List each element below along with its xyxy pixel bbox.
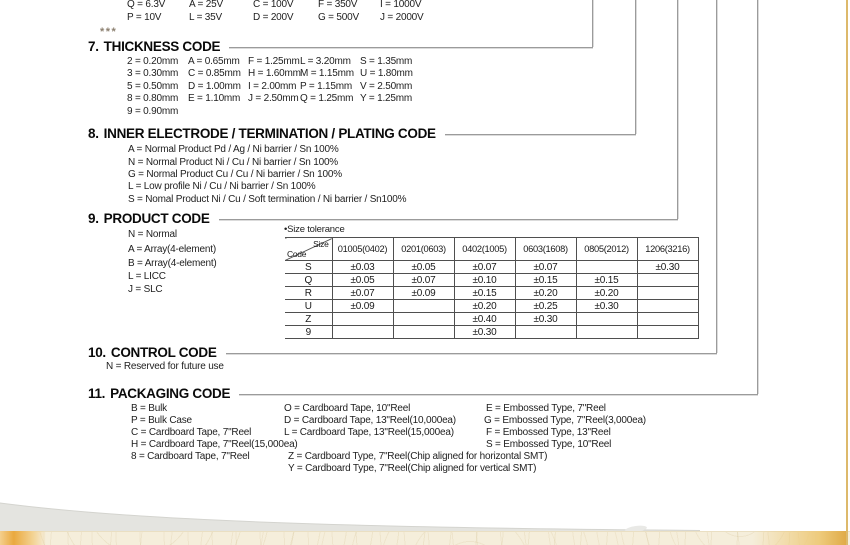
column-header: 0402(1005) bbox=[454, 238, 515, 261]
size-code-cell: R bbox=[285, 287, 332, 300]
thickness-code-cell: 9 = 0.90mm bbox=[127, 106, 179, 117]
electrode-item: N = Normal Product Ni / Cu / Ni barrier / Sn 100% bbox=[128, 157, 338, 168]
packaging-item: E = Embossed Type, 7"Reel bbox=[486, 403, 606, 414]
product-item: J = SLC bbox=[128, 284, 163, 295]
size-code-corner-cell bbox=[285, 238, 332, 261]
packaging-item: D = Cardboard Tape, 13"Reel(10,000ea) bbox=[284, 415, 456, 426]
thickness-code-cell: Q = 1.25mm bbox=[300, 93, 354, 104]
packaging-item: C = Cardboard Tape, 7"Reel bbox=[131, 427, 252, 438]
footer-band bbox=[0, 531, 850, 545]
thickness-code-cell: P = 1.15mm bbox=[300, 81, 353, 92]
footnote-stars: *** bbox=[100, 26, 118, 38]
section-rule bbox=[229, 47, 593, 48]
tolerance-cell bbox=[576, 261, 637, 274]
tolerance-cell bbox=[332, 313, 393, 326]
tolerance-cell: ±0.30 bbox=[637, 261, 698, 274]
section-number: 7. bbox=[88, 39, 99, 54]
product-item: A = Array(4-element) bbox=[128, 244, 216, 255]
packaging-item: B = Bulk bbox=[131, 403, 167, 414]
section-title: THICKNESS CODE bbox=[103, 39, 221, 54]
voltage-code-cell: G = 500V bbox=[318, 12, 359, 23]
electrode-item: G = Normal Product Cu / Cu / Ni barrier / Sn 100% bbox=[128, 169, 342, 180]
voltage-code-cell: L = 35V bbox=[189, 12, 222, 23]
size-code-cell: S bbox=[285, 261, 332, 274]
section-header-product bbox=[88, 210, 678, 227]
electrode-item: L = Low profile Ni / Cu / Ni barrier / Sn 100% bbox=[128, 181, 316, 192]
thickness-code-cell: F = 1.25mm bbox=[248, 56, 300, 67]
corner-label-code: Code bbox=[287, 249, 307, 259]
voltage-row bbox=[0, 0, 850, 11]
table-row bbox=[285, 261, 698, 274]
size-code-cell: U bbox=[285, 300, 332, 313]
thickness-code-cell: Y = 1.25mm bbox=[360, 93, 413, 104]
packaging-item: O = Cardboard Tape, 10"Reel bbox=[284, 403, 411, 414]
thickness-code-cell: L = 3.20mm bbox=[300, 56, 351, 67]
tolerance-cell: ±0.07 bbox=[393, 274, 454, 287]
tolerance-cell bbox=[637, 274, 698, 287]
tolerance-cell: ±0.10 bbox=[454, 274, 515, 287]
tolerance-cell: ±0.15 bbox=[515, 274, 576, 287]
packaging-item: G = Embossed Type, 7"Reel(3,000ea) bbox=[484, 415, 646, 426]
thickness-row bbox=[0, 56, 850, 68]
tolerance-cell: ±0.07 bbox=[515, 261, 576, 274]
voltage-code-cell: Q = 6.3V bbox=[127, 0, 166, 10]
tolerance-cell: ±0.15 bbox=[576, 274, 637, 287]
electrode-item: A = Normal Product Pd / Ag / Ni barrier / Sn 100% bbox=[128, 144, 339, 155]
thickness-code-cell: M = 1.15mm bbox=[300, 68, 354, 79]
tolerance-cell bbox=[637, 287, 698, 300]
thickness-code-cell: H = 1.60mm bbox=[248, 68, 301, 79]
electrode-item: S = Nomal Product Ni / Cu / Soft termination / Ni barrier / Sn100% bbox=[128, 194, 407, 205]
thickness-code-cell: U = 1.80mm bbox=[360, 68, 413, 79]
thickness-code-cell: E = 1.10mm bbox=[188, 93, 241, 104]
voltage-code-cell: A = 25V bbox=[189, 0, 223, 10]
section-rule bbox=[239, 394, 758, 395]
tolerance-cell: ±0.30 bbox=[454, 326, 515, 339]
tolerance-cell: ±0.03 bbox=[332, 261, 393, 274]
column-header: 1206(3216) bbox=[637, 238, 698, 261]
column-header: 0603(1608) bbox=[515, 238, 576, 261]
tolerance-cell: ±0.20 bbox=[454, 300, 515, 313]
size-tolerance-table bbox=[285, 237, 699, 339]
section-title: PRODUCT CODE bbox=[103, 211, 210, 226]
tolerance-cell bbox=[576, 313, 637, 326]
section-number: 9. bbox=[88, 211, 99, 226]
section-header-packaging bbox=[88, 385, 758, 402]
thickness-code-cell: V = 2.50mm bbox=[360, 81, 413, 92]
section-rule bbox=[219, 219, 678, 220]
packaging-item: Z = Cardboard Type, 7"Reel(Chip aligned for horizontal SMT) bbox=[288, 451, 548, 462]
tolerance-cell bbox=[393, 326, 454, 339]
size-tolerance-label: •Size tolerance bbox=[284, 224, 345, 235]
packaging-item: P = Bulk Case bbox=[131, 415, 192, 426]
voltage-code-cell: C = 100V bbox=[253, 0, 294, 10]
tolerance-cell: ±0.07 bbox=[454, 261, 515, 274]
section-title: PACKAGING CODE bbox=[110, 386, 231, 401]
packaging-item: Y = Cardboard Type, 7"Reel(Chip aligned for vertical SMT) bbox=[288, 463, 537, 474]
tolerance-cell: ±0.07 bbox=[332, 287, 393, 300]
voltage-code-cell: I = 1000V bbox=[380, 0, 422, 10]
tolerance-cell: ±0.30 bbox=[576, 300, 637, 313]
tolerance-cell: ±0.20 bbox=[515, 287, 576, 300]
column-header: 0805(2012) bbox=[576, 238, 637, 261]
section-header-electrode bbox=[88, 125, 636, 142]
thickness-row bbox=[0, 93, 850, 105]
thickness-row bbox=[0, 81, 850, 93]
section-header-control bbox=[88, 344, 717, 361]
tolerance-cell: ±0.20 bbox=[576, 287, 637, 300]
thickness-code-cell: 3 = 0.30mm bbox=[127, 68, 179, 79]
tolerance-cell bbox=[637, 300, 698, 313]
tolerance-cell bbox=[576, 326, 637, 339]
section-title: INNER ELECTRODE / TERMINATION / PLATING CODE bbox=[103, 126, 436, 141]
thickness-row bbox=[0, 106, 850, 118]
packaging-item: H = Cardboard Tape, 7"Reel(15,000ea) bbox=[131, 439, 298, 450]
thickness-code-cell: C = 0.85mm bbox=[188, 68, 241, 79]
product-item: N = Normal bbox=[128, 229, 177, 240]
voltage-code-cell: P = 10V bbox=[127, 12, 162, 23]
tolerance-cell bbox=[332, 326, 393, 339]
tolerance-cell: ±0.05 bbox=[393, 261, 454, 274]
thickness-code-cell: 2 = 0.20mm bbox=[127, 56, 179, 67]
column-header: 0201(0603) bbox=[393, 238, 454, 261]
tolerance-cell bbox=[515, 326, 576, 339]
tolerance-cell: ±0.05 bbox=[332, 274, 393, 287]
product-item: B = Array(4-element) bbox=[128, 258, 217, 269]
voltage-code-cell: F = 350V bbox=[318, 0, 358, 10]
tolerance-cell bbox=[393, 300, 454, 313]
tolerance-cell: ±0.25 bbox=[515, 300, 576, 313]
thickness-code-cell: I = 2.00mm bbox=[248, 81, 297, 92]
tolerance-cell: ±0.40 bbox=[454, 313, 515, 326]
footer-swoosh bbox=[0, 494, 700, 532]
table-row bbox=[285, 274, 698, 287]
page-edge-line bbox=[846, 0, 848, 545]
thickness-code-cell: S = 1.35mm bbox=[360, 56, 413, 67]
size-code-cell: 9 bbox=[285, 326, 332, 339]
thickness-code-cell: A = 0.65mm bbox=[188, 56, 240, 67]
bracket-vline-control bbox=[716, 0, 717, 353]
size-code-cell: Q bbox=[285, 274, 332, 287]
packaging-item: 8 = Cardboard Tape, 7"Reel bbox=[131, 451, 250, 462]
table-row bbox=[285, 287, 698, 300]
section-number: 8. bbox=[88, 126, 99, 141]
thickness-row bbox=[0, 68, 850, 80]
packaging-item: S = Embossed Type, 10"Reel bbox=[486, 439, 612, 450]
thickness-code-cell: 5 = 0.50mm bbox=[127, 81, 179, 92]
tolerance-cell: ±0.09 bbox=[332, 300, 393, 313]
table-row bbox=[285, 300, 698, 313]
section-number: 11. bbox=[88, 386, 106, 401]
product-item: L = LICC bbox=[128, 271, 166, 282]
section-number: 10. bbox=[88, 345, 106, 360]
table-header-row bbox=[285, 238, 698, 261]
tolerance-cell: ±0.30 bbox=[515, 313, 576, 326]
packaging-item: F = Embossed Type, 13"Reel bbox=[486, 427, 611, 438]
corner-label-size: Size bbox=[313, 239, 329, 249]
thickness-code-cell: J = 2.50mm bbox=[248, 93, 299, 104]
section-title: CONTROL CODE bbox=[110, 345, 217, 360]
footer-corner-right-gradient bbox=[752, 531, 848, 545]
size-code-cell: Z bbox=[285, 313, 332, 326]
thickness-code-cell: 8 = 0.80mm bbox=[127, 93, 179, 104]
voltage-code-cell: J = 2000V bbox=[380, 12, 424, 23]
tolerance-cell bbox=[637, 313, 698, 326]
tolerance-cell bbox=[393, 313, 454, 326]
tolerance-cell: ±0.15 bbox=[454, 287, 515, 300]
section-header-thickness bbox=[88, 38, 593, 55]
control-item: N = Reserved for future use bbox=[106, 361, 224, 372]
voltage-code-cell: D = 200V bbox=[253, 12, 294, 23]
section-rule bbox=[226, 353, 717, 354]
packaging-item: L = Cardboard Tape, 13"Reel(15,000ea) bbox=[284, 427, 454, 438]
tolerance-cell bbox=[637, 326, 698, 339]
thickness-code-cell: D = 1.00mm bbox=[188, 81, 241, 92]
section-rule bbox=[445, 134, 636, 135]
column-header: 01005(0402) bbox=[332, 238, 393, 261]
voltage-row bbox=[0, 12, 850, 24]
table-row bbox=[285, 326, 698, 339]
footer-corner-left-gradient bbox=[0, 531, 46, 545]
table-row bbox=[285, 313, 698, 326]
tolerance-cell: ±0.09 bbox=[393, 287, 454, 300]
